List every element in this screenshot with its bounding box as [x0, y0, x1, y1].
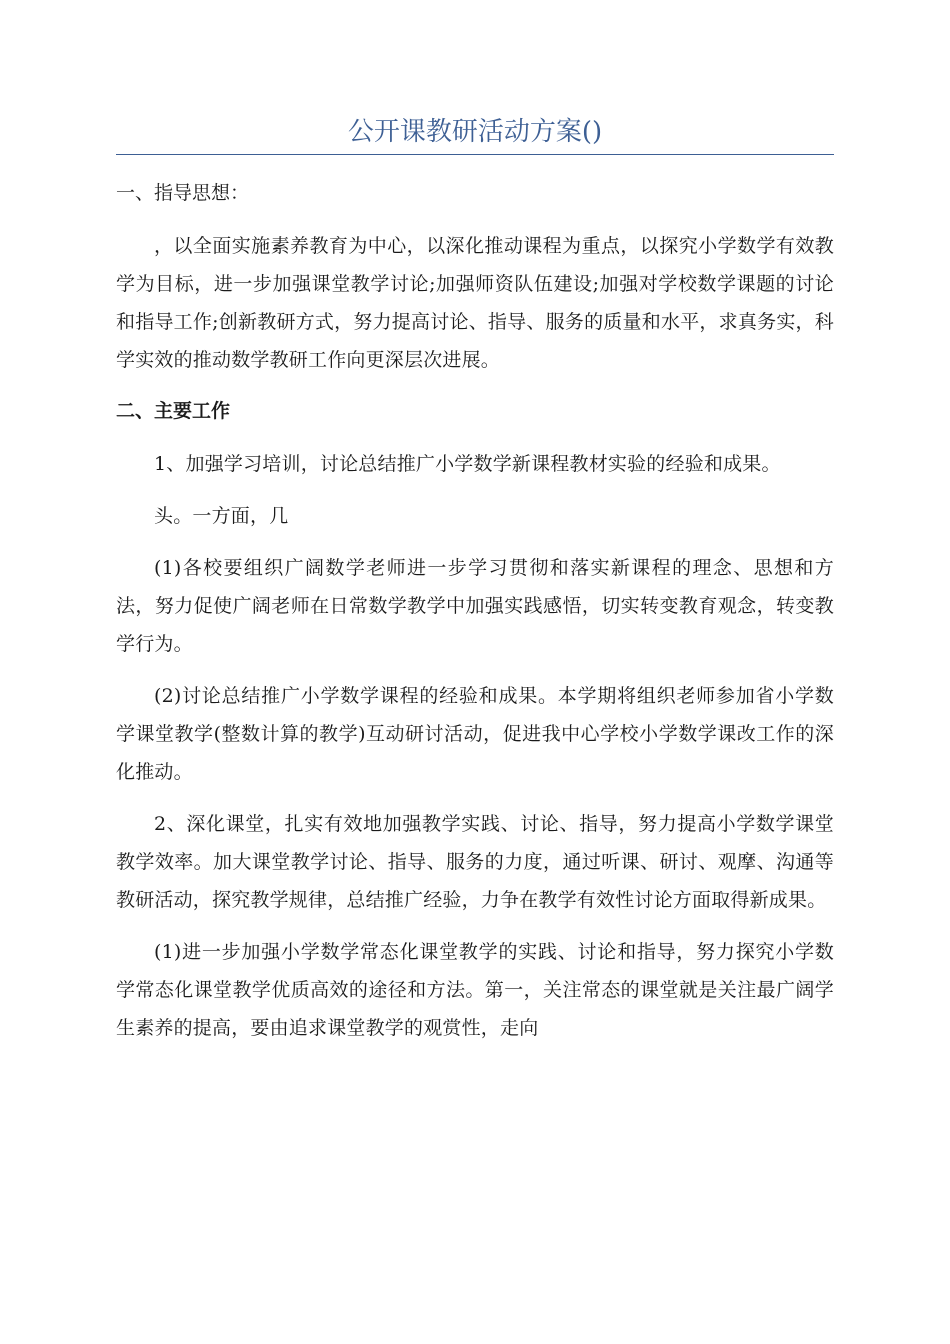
page-title: 公开课教研活动方案() — [347, 117, 603, 147]
paragraph: (1)各校要组织广阔数学老师进一步学习贯彻和落实新课程的理念、思想和方法，努力促使广阔老师在日常数学教学中加强实践感悟，切实转变教育观念，转变教学行为。 — [116, 557, 834, 655]
title-underline — [116, 154, 834, 155]
paragraph: 1、加强学习培训，讨论总结推广小学数学新课程教材实验的经验和成果。 — [154, 453, 781, 475]
paragraph: (1)进一步加强小学数学常态化课堂教学的实践、讨论和指导，努力探究小学数学常态化课堂教学优质高效的途径和方法。第一，关注常态的课堂就是关注最广阔学生素养的提高，要由追求课堂教学的观赏性，走向 — [116, 941, 834, 1039]
paragraph: ，以全面实施素养教育为中心，以深化推动课程为重点，以探究小学数学有效教学为目标，进一步加强课堂教学讨论;加强师资队伍建设;加强对学校数学课题的讨论和指导工作;创新教研方式，努力提高讨论、指导、服务的质量和水平，求真务实，科学实效的推动数学教研工作向更深层次进展。 — [116, 235, 834, 371]
section-heading-main-work: 二、主要工作 — [116, 400, 231, 422]
document-page — [116, 112, 834, 1061]
paragraph: 头。一方面，几 — [154, 505, 289, 527]
section-heading-guiding-ideology: 一、指导思想： — [116, 182, 250, 204]
paragraph: (2)讨论总结推广小学数学课程的经验和成果。本学期将组织老师参加省小学数学课堂教学(整数计算的教学)互动研讨活动，促进我中心学校小学数学课改工作的深化推动。 — [116, 685, 834, 783]
paragraph: 2、深化课堂，扎实有效地加强教学实践、讨论、指导，努力提高小学数学课堂教学效率。加大课堂教学讨论、指导、服务的力度，通过听课、研讨、观摩、沟通等教研活动，探究教学规律，总结推广经验，力争在教学有效性讨论方面取得新成果。 — [116, 813, 834, 911]
